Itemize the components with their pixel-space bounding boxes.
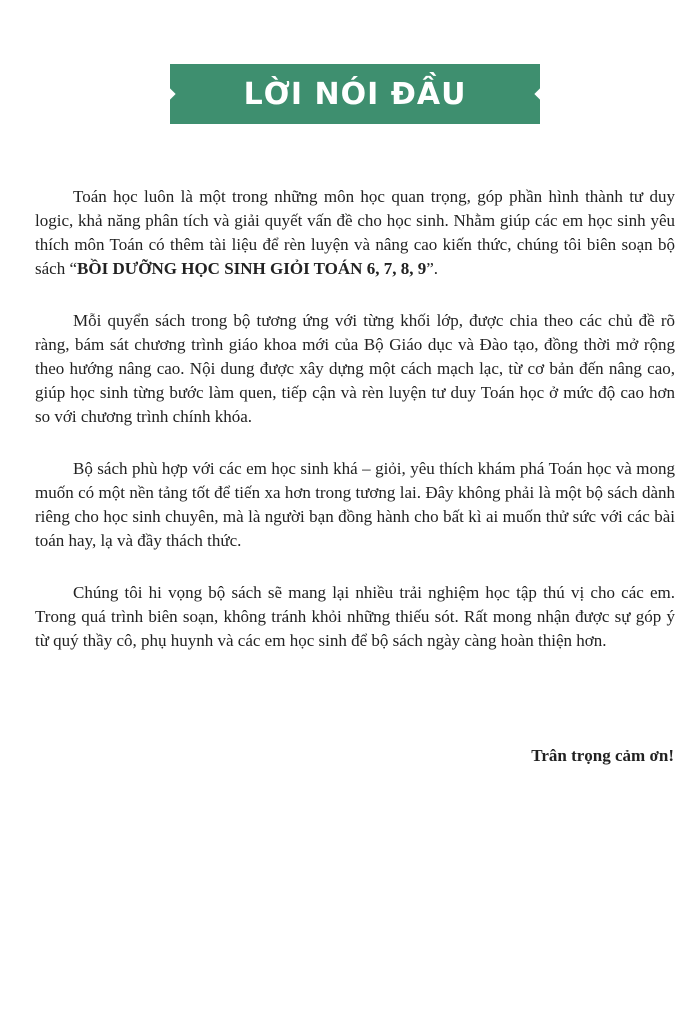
page-title: LỜI NÓI ĐẦU <box>243 76 467 112</box>
paragraph-audience: Bộ sách phù hợp với các em học sinh khá – giỏi, yêu thích khám phá Toán học và mong muốn có một nền tảng tốt để tiến xa hơn trong tương lai. Đây không phải là một bộ sách dành riêng cho học sinh chuyên, mà là người bạn đồng hành cho bất kì ai muốn thử sức với các bài toán hay, lạ và đầy thách thức. <box>35 459 675 550</box>
paragraph-intro-text: Toán học luôn là một trong những môn học quan trọng, góp phần hình thành tư duy logic, khả năng phân tích và giải quyết vấn đề cho học sinh. Nhằm giúp các em học sinh yêu thích môn Toán có thêm tài liệu để rèn luyện và nâng cao kiến thức, chúng tôi biên soạn bộ sách “ <box>35 187 675 278</box>
book-series-title: BỒI DƯỠNG HỌC SINH GIỎI TOÁN 6, 7, 8, 9 <box>77 259 427 278</box>
paragraph-intro-end: ”. <box>426 259 438 278</box>
paragraph-intro <box>35 185 675 281</box>
title-banner <box>170 64 540 124</box>
paragraph-hope: Chúng tôi hi vọng bộ sách sẽ mang lại nhiều trải nghiệm học tập thú vị cho các em. Trong quá trình biên soạn, không tránh khỏi những thiếu sót. Rất mong nhận được sự góp ý từ quý thầy cô, phụ huynh và các em học sinh để bộ sách ngày càng hoàn thiện hơn. <box>35 583 675 650</box>
banner-notch-right <box>534 88 545 99</box>
closing-signoff: Trân trọng cảm ơn! <box>531 746 674 765</box>
preface-body <box>35 185 675 681</box>
banner-notch-left <box>164 88 175 99</box>
paragraph-structure: Mỗi quyển sách trong bộ tương ứng với từng khối lớp, được chia theo các chủ đề rõ ràng, bám sát chương trình giáo khoa mới của Bộ Giáo dục và Đào tạo, đồng thời mở rộng theo hướng nâng cao. Nội dung được xây dựng một cách mạch lạc, từ cơ bản đến nâng cao, giúp học sinh từng bước làm quen, tiếp cận và rèn luyện tư duy Toán học ở mức độ cao hơn so với chương trình chính khóa. <box>35 311 675 426</box>
